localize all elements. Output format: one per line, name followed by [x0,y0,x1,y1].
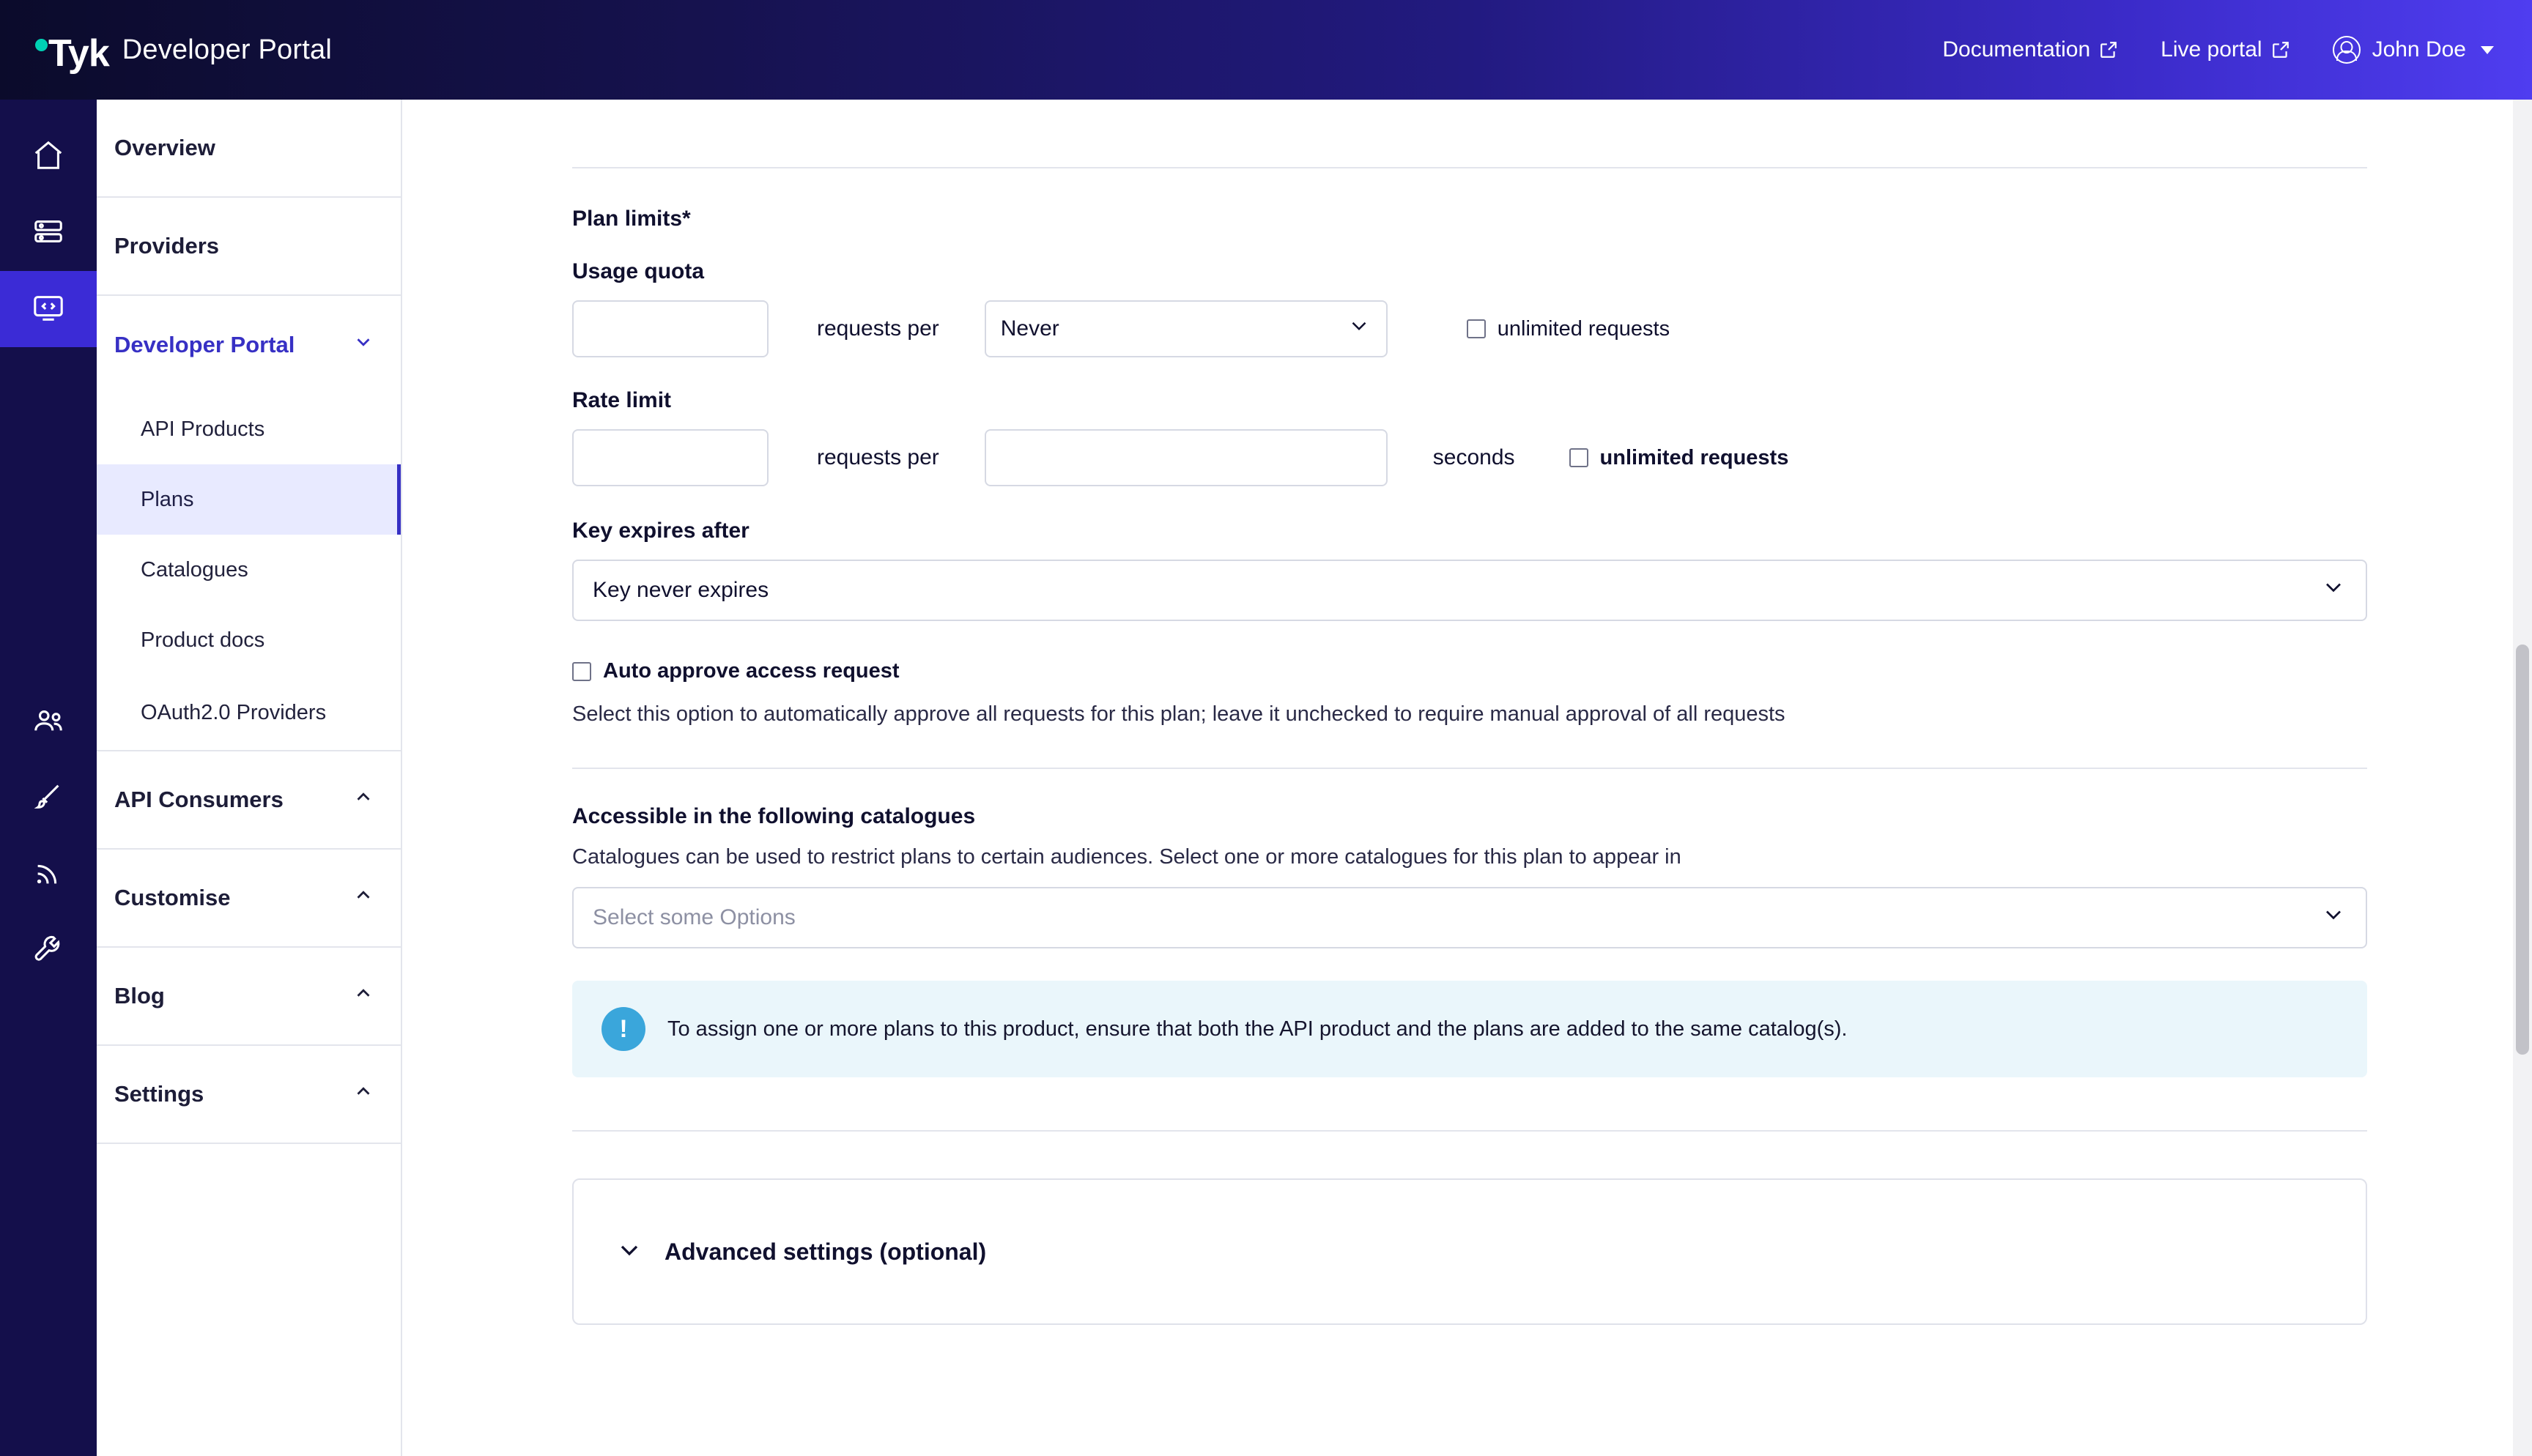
brush-icon [32,780,65,817]
sidebar-item-api-products[interactable] [97,394,401,464]
developer-portal-icon [32,291,65,328]
sidebar-item-blog[interactable] [97,948,401,1046]
chevron-up-icon [352,982,374,1010]
checkbox-icon [1467,319,1486,338]
chevron-down-icon [2481,46,2494,54]
rail-item-gateways[interactable] [0,195,97,271]
sidebar-item-oauth2-providers[interactable] [97,675,401,751]
key-expires-label: Key expires after [572,519,749,543]
usage-quota-unlimited-label: unlimited requests [1497,316,1670,341]
sidebar-item-label: OAuth2.0 Providers [141,700,327,724]
plan-limits-title: Plan limits* [572,207,691,231]
advanced-settings-label: Advanced settings (optional) [665,1238,987,1265]
chevron-down-icon [2320,574,2347,606]
sidebar [97,100,402,1456]
usage-quota-period-value: Never [1000,316,1059,341]
sidebar-item-label: Providers [114,233,220,259]
external-link-icon [2099,40,2118,59]
sidebar-item-developer-portal[interactable] [97,296,401,394]
rate-limit-per-input[interactable] [985,429,1388,486]
sidebar-item-plans[interactable] [97,464,401,535]
icon-rail [0,100,97,1456]
rss-icon [32,856,65,894]
auto-approve-checkbox[interactable] [572,659,2532,683]
top-bar [0,0,2532,100]
sidebar-item-label: Product docs [141,628,265,652]
sidebar-item-providers[interactable] [97,198,401,296]
checkbox-icon [1569,448,1588,467]
rail-item-blog[interactable] [0,836,97,913]
main-content [402,100,2532,1456]
key-expires-value: Key never expires [593,578,769,602]
info-banner [572,981,2367,1077]
live-portal-label: Live portal [2161,37,2262,62]
user-icon [2333,36,2361,64]
key-expires-select[interactable] [572,560,2367,621]
rail-item-customise[interactable] [0,760,97,836]
chevron-down-icon [2320,902,2347,934]
chevron-up-icon [352,1080,374,1108]
page-scrollbar-thumb[interactable] [2516,645,2529,1055]
catalogues-title: Accessible in the following catalogues [572,804,976,828]
rail-item-developer-portal[interactable] [0,271,97,347]
sidebar-item-catalogues[interactable] [97,535,401,605]
rail-item-home[interactable] [0,119,97,195]
brand [0,27,332,73]
sidebar-item-label: Settings [114,1081,204,1107]
usage-quota-period-select[interactable] [985,300,1388,357]
info-icon: ! [601,1007,645,1051]
info-banner-message: To assign one or more plans to this product, ensure that both the API product and the plans are added to the same catalog(s). [667,1017,1848,1041]
sidebar-item-label: Catalogues [141,557,248,582]
rate-limit-input[interactable] [572,429,769,486]
rate-limit-unlimited-label: unlimited requests [1599,445,1789,469]
checkbox-icon [572,662,591,681]
user-name: John Doe [2372,37,2466,62]
sidebar-item-label: Customise [114,885,231,910]
sidebar-item-customise[interactable] [97,850,401,948]
sidebar-item-settings[interactable] [97,1046,401,1144]
chevron-up-icon [352,884,374,912]
sidebar-item-product-docs[interactable] [97,605,401,675]
rail-item-api-consumers[interactable] [0,684,97,760]
sidebar-item-overview[interactable] [97,100,401,198]
gateway-icon [32,215,65,252]
rate-limit-between-text: requests per [817,445,939,469]
auto-approve-label: Auto approve access request [603,659,900,683]
chevron-down-icon [615,1236,644,1269]
chevron-down-icon [1347,313,1372,344]
catalogues-description: Catalogues can be used to restrict plans to certain audiences. Select one or more catalogues for this plan to appear in [572,845,1681,869]
usage-quota-between-text: requests per [817,316,939,341]
top-bar-actions [1942,36,2532,64]
rate-limit-label: Rate limit [572,388,672,412]
documentation-label: Documentation [1942,37,2091,62]
usage-quota-label: Usage quota [572,259,705,283]
chevron-down-icon [352,331,374,359]
chevron-up-icon [352,786,374,814]
usage-quota-unlimited-checkbox[interactable] [1467,317,1670,341]
users-icon [32,704,65,741]
tyk-logo-icon [32,27,109,73]
wrench-icon [32,932,65,970]
usage-quota-input[interactable] [572,300,769,357]
tyk-logo-text: Tyk [48,32,109,75]
sidebar-item-label: Plans [141,487,194,511]
sidebar-item-label: Blog [114,983,165,1009]
home-icon [32,138,65,176]
catalogues-select[interactable] [572,887,2367,948]
auto-approve-description: Select this option to automatically approve all requests for this plan; leave it unchecked to require manual approval of all requests [572,702,1785,726]
sidebar-item-label: API Products [141,417,265,441]
external-link-icon [2271,40,2290,59]
documentation-link[interactable] [1942,37,2118,62]
sidebar-item-label: API Consumers [114,787,284,812]
advanced-settings-panel[interactable] [572,1178,2367,1325]
rail-item-settings[interactable] [0,913,97,989]
live-portal-link[interactable] [2161,37,2289,62]
sidebar-item-label: Overview [114,135,215,160]
brand-title: Developer Portal [122,34,332,65]
sidebar-item-label: Developer Portal [114,332,295,357]
user-menu[interactable] [2333,36,2494,64]
rate-limit-unit-text: seconds [1432,445,1515,469]
rate-limit-unlimited-checkbox[interactable] [1569,446,1789,470]
catalogues-select-placeholder: Select some Options [593,905,796,929]
sidebar-item-api-consumers[interactable] [97,751,401,850]
